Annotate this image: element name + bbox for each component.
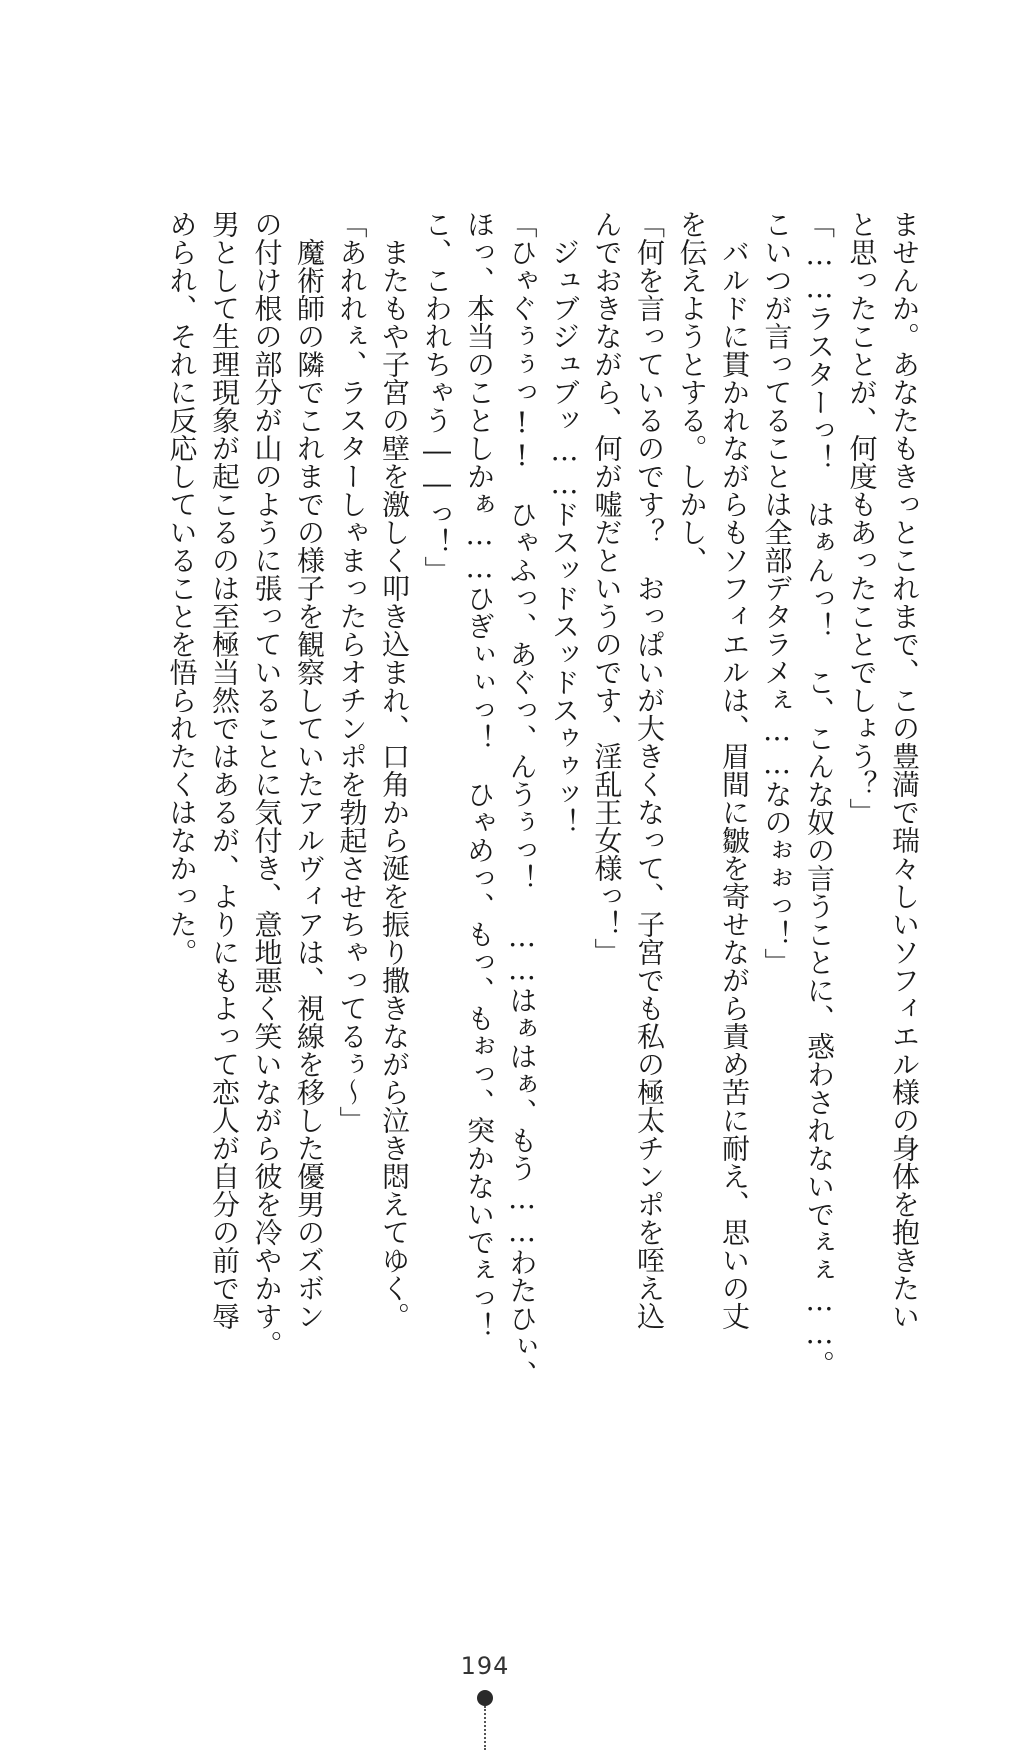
text-column: められ、それに反応していることを悟られたくはなかった。 xyxy=(165,210,199,966)
text-column: 「……ラスターっ！ はぁんっ！ こ、こんな奴の言うことに、惑わされないでぇぇ……。 xyxy=(803,210,836,1378)
text-column: 男として生理現象が起こるのは至極当然ではあるが、よりにもよって恋人が自分の前で辱 xyxy=(208,210,241,1330)
text-column: んでおきながら、何が嘘だというのです、淫乱王女様っ！」 xyxy=(590,210,624,966)
text-column: こ、こわれちゃう――っ！」 xyxy=(420,210,454,584)
marker-dot xyxy=(477,1690,493,1706)
text-column: ほっ、本当のことしかぁ……ひぎぃぃっ！ ひゃめっ、もっ、もぉっ、突かないでぇっ！ xyxy=(463,210,496,1340)
marker-dotted-line xyxy=(484,1706,486,1750)
text-column: 「何を言っているのです？ おっぱいが大きくなって、子宮でも私の極太チンポを咥え込 xyxy=(633,210,666,1330)
page-marker-icon xyxy=(477,1690,495,1750)
text-column: を伝えようとする。しかし、 xyxy=(675,210,709,574)
text-column: ジュブジュブッ……ドスッドスッドスゥゥッ！ xyxy=(548,210,581,836)
body-text xyxy=(90,210,925,1510)
text-column: こいつが言ってることは全部デタラメぇ……なのぉぉっ！」 xyxy=(760,210,794,976)
text-column: 「ひゃぐぅぅっ!! ひゃふっ、あぐっ、んうぅっ！ ……はぁはぁ、もう……わたひぃ、 xyxy=(505,210,539,1388)
page-number: 194 xyxy=(460,1652,510,1680)
text-column: 「あれれぇ、ラスターしゃまったらオチンポを勃起させちゃってるぅ～」 xyxy=(335,210,369,1134)
text-column: と思ったことが、何度もあったことでしょう？」 xyxy=(845,210,879,826)
text-column: ませんか。あなたもきっとこれまで、この豊満で瑞々しいソフィエル様の身体を抱きたい xyxy=(888,210,921,1330)
text-column: 魔術師の隣でこれまでの様子を観察していたアルヴィアは、視線を移した優男のズボン xyxy=(293,210,326,1330)
text-column: またもや子宮の壁を激しく叩き込まれ、口角から涎を振り撒きながら泣き悶えてゆく。 xyxy=(378,210,411,1330)
text-column: の付け根の部分が山のように張っていることに気付き、意地悪く笑いながら彼を冷やかす。 xyxy=(250,210,284,1358)
text-column: バルドに貫かれながらもソフィエルは、眉間に皺を寄せながら責め苦に耐え、思いの丈 xyxy=(718,210,751,1330)
